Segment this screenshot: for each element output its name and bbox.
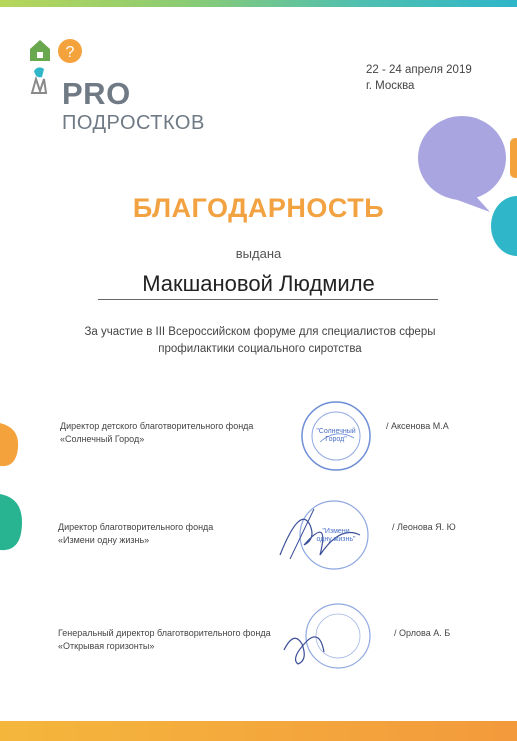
top-gradient-bar (0, 0, 517, 7)
signature-1-org: «Солнечный Город» (60, 434, 145, 444)
signature-3-position (58, 627, 271, 653)
stamp-3-icon (280, 600, 380, 675)
signature-2-name: / Леонова Я. Ю (392, 522, 456, 532)
event-city: г. Москва (366, 80, 415, 92)
brand-subtitle: ПОДРОСТКОВ (62, 112, 205, 134)
stamp-2-line-2: одну жизнь" (316, 536, 356, 543)
signature-1-name: / Аксенова М.А (386, 421, 449, 431)
certificate-purpose (60, 324, 460, 358)
stamp-1-line-2: Город" (325, 436, 347, 443)
purpose-line-1: За участие в III Всероссийском форуме для специалистов сферы (84, 326, 436, 338)
issued-label: выдана (235, 246, 282, 261)
svg-text:?: ? (65, 44, 75, 61)
decorative-bubble-orange (0, 418, 22, 473)
decorative-bubble-teal (0, 492, 24, 562)
purpose-line-2: профилактики социального сиротства (158, 343, 362, 355)
recipient-underline (98, 299, 438, 300)
event-dates: 22 - 24 апреля 2019 (366, 64, 472, 76)
brand-pro: PRO (62, 76, 131, 111)
certificate-title: БЛАГОДАРНОСТЬ (132, 193, 385, 223)
decorative-bubbles (412, 108, 517, 268)
signature-2-position (58, 521, 213, 547)
stamp-2-text (306, 528, 366, 544)
signature-1-position (60, 420, 253, 446)
signature-3-title: Генеральный директор благотворительного фонда (58, 628, 271, 638)
stamp-1-text (310, 428, 362, 444)
signature-3-org: «Открывая горизонты» (58, 641, 155, 651)
signature-2-org: «Измени одну жизнь» (58, 535, 150, 545)
stamp-2-line-1: "Измени (322, 528, 350, 535)
signature-2-title: Директор благотворительного фонда (58, 522, 214, 532)
stamp-1-line-1: "Солнечный (316, 428, 356, 435)
recipient-name: Макшановой Людмиле (142, 271, 375, 296)
signature-1-title: Директор детского благотворительного фонда (60, 421, 254, 431)
bottom-gradient-bar (0, 721, 517, 741)
signature-3-name: / Орлова А. Б (394, 628, 451, 638)
